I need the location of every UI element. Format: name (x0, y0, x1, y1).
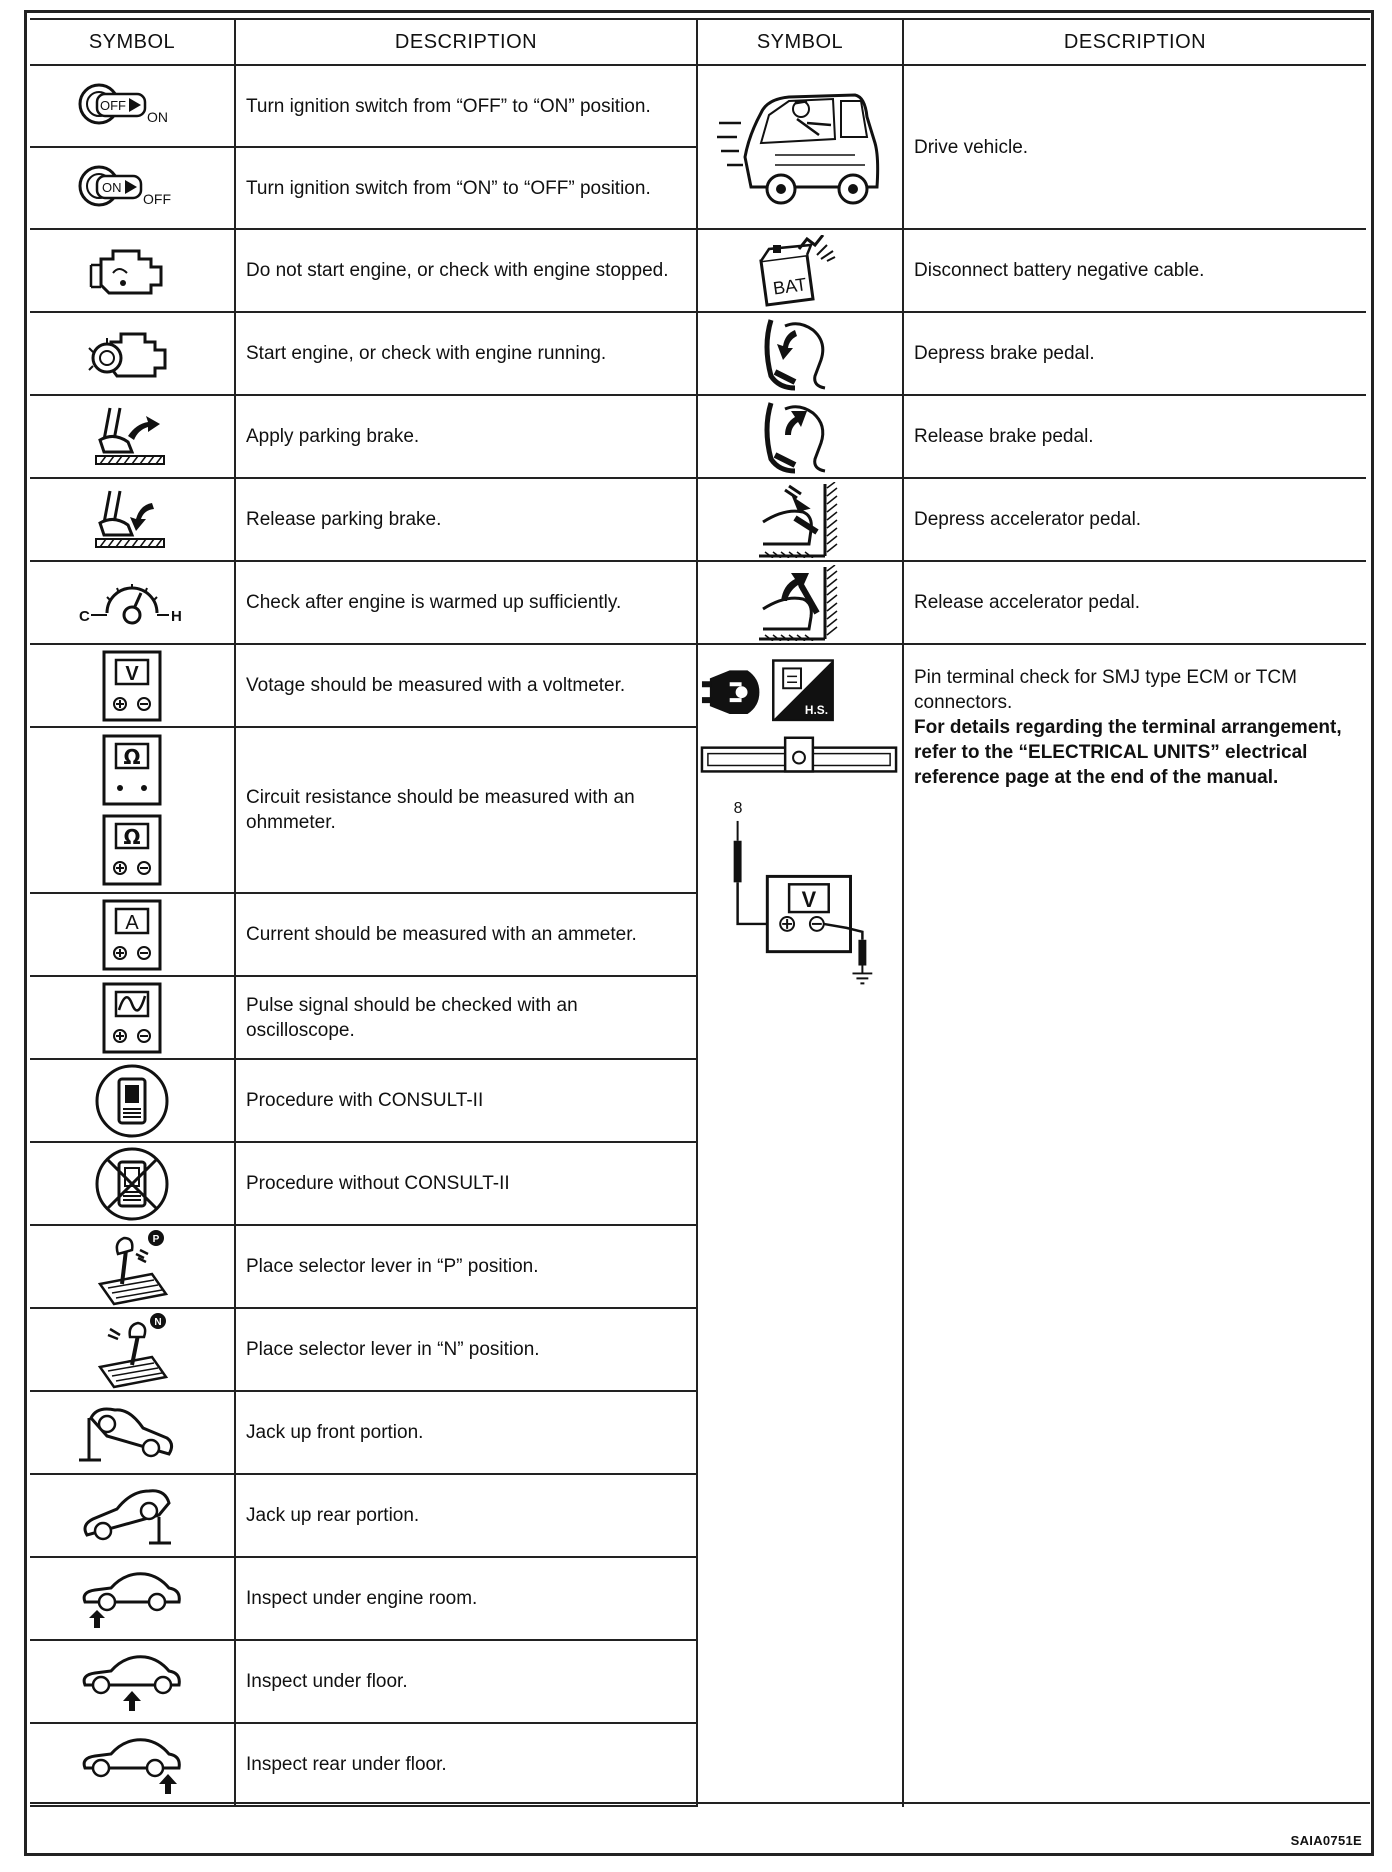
table-row-description: Procedure with CONSULT-II (236, 1060, 698, 1143)
table-row-description: Inspect under engine room. (236, 1558, 698, 1641)
table-row-symbol (698, 479, 904, 562)
header-description-right: DESCRIPTION (904, 20, 1366, 66)
ignition-on-off-icon (77, 156, 187, 220)
table-row-symbol (698, 396, 904, 479)
symbol-table (30, 18, 1370, 1804)
table-row-symbol (30, 645, 236, 728)
table-row-description: Release parking brake. (236, 479, 698, 562)
table-row-symbol (30, 1060, 236, 1143)
table-row-description: Place selector lever in “N” position. (236, 1309, 698, 1392)
pin-terminal-check-note: For details regarding the terminal arrangement, refer to the “ELECTRICAL UNITS” electrical reference page at the end of the manual. (914, 717, 1342, 788)
table-row-description: Start engine, or check with engine running. (236, 313, 698, 396)
table-row-description: Check after engine is warmed up sufficiently. (236, 562, 698, 645)
svg-text:V: V (125, 662, 139, 685)
table-row-description: Turn ignition switch from “OFF” to “ON” position. (236, 66, 698, 148)
svg-text:ON: ON (102, 180, 122, 195)
svg-text:Ω: Ω (123, 745, 141, 769)
oscilloscope-icon (100, 982, 164, 1054)
table-row-description: Release accelerator pedal. (904, 562, 1366, 645)
table-row-symbol (698, 66, 904, 230)
table-row-symbol (30, 230, 236, 313)
table-row-description: Turn ignition switch from “ON” to “OFF” position. (236, 148, 698, 230)
table-row-symbol (30, 1558, 236, 1641)
table-row-description: Inspect under floor. (236, 1641, 698, 1724)
inspect-floor-icon (77, 1649, 187, 1715)
table-row-description: Disconnect battery negative cable. (904, 230, 1366, 313)
svg-text:H.S.: H.S. (804, 702, 829, 717)
engine-stopped-icon (87, 239, 177, 303)
table-row-description: Depress brake pedal. (904, 313, 1366, 396)
table-row-description: Circuit resistance should be measured with an ohmmeter. (236, 728, 698, 894)
table-row-symbol (30, 1143, 236, 1226)
table-row-description: Depress accelerator pedal. (904, 479, 1366, 562)
figure-code: SAIA0751E (1290, 1833, 1362, 1848)
table-row-symbol (698, 230, 904, 313)
table-row-description: Jack up rear portion. (236, 1475, 698, 1558)
table-row-symbol (30, 396, 236, 479)
no-consult-ii-icon (92, 1146, 172, 1222)
table-row-symbol (30, 1392, 236, 1475)
svg-text:V: V (801, 887, 817, 913)
svg-text:C: C (79, 607, 90, 625)
ignition-off-on-icon (77, 74, 187, 138)
table-row-description: Pulse signal should be checked with an oscilloscope. (236, 977, 698, 1060)
header-symbol-right: SYMBOL (698, 20, 904, 66)
drive-vehicle-icon (715, 77, 885, 217)
ohmmeter-icon (100, 734, 164, 806)
svg-text:P: P (152, 1233, 160, 1245)
engine-running-icon (87, 322, 177, 386)
apply-parking-brake-icon (92, 402, 172, 472)
temperature-gauge-icon (77, 573, 187, 633)
table-row-description: Current should be measured with an ammeter. (236, 894, 698, 977)
table-row-symbol (30, 728, 236, 894)
release-accelerator-icon (755, 565, 845, 641)
table-row-description: Drive vehicle. (904, 66, 1366, 230)
table-row-description: Apply parking brake. (236, 396, 698, 479)
voltmeter-icon (100, 650, 164, 722)
table-row-symbol (30, 1309, 236, 1392)
table-row-symbol (698, 645, 904, 1807)
release-parking-brake-icon (92, 485, 172, 555)
table-row-symbol (698, 562, 904, 645)
svg-text:OFF: OFF (100, 98, 126, 113)
svg-text:H: H (171, 607, 182, 625)
svg-text:A: A (125, 911, 139, 934)
jack-up-front-icon (77, 1398, 187, 1468)
selector-lever-p-icon (92, 1228, 172, 1306)
table-row-description: Do not start engine, or check with engine stopped. (236, 230, 698, 313)
table-row-symbol (30, 977, 236, 1060)
table-row-symbol (30, 562, 236, 645)
table-row-symbol (30, 66, 236, 148)
table-row-symbol (30, 1724, 236, 1807)
ammeter-icon (100, 899, 164, 971)
depress-brake-pedal-icon (755, 316, 845, 392)
header-description-left: DESCRIPTION (236, 20, 698, 66)
svg-text:OFF: OFF (143, 191, 171, 207)
table-row-symbol (30, 1641, 236, 1724)
battery-disconnect-icon (755, 235, 845, 307)
consult-ii-icon (92, 1063, 172, 1139)
table-row-description: Place selector lever in “P” position. (236, 1226, 698, 1309)
inspect-engine-room-icon (77, 1566, 187, 1632)
pin-terminal-check-icon (698, 645, 902, 985)
release-brake-pedal-icon (755, 399, 845, 475)
jack-up-rear-icon (77, 1481, 187, 1551)
inspect-rear-floor-icon (77, 1732, 187, 1798)
svg-text:N: N (154, 1316, 162, 1328)
table-row-description: Votage should be measured with a voltmeter. (236, 645, 698, 728)
header-symbol-left: SYMBOL (30, 20, 236, 66)
svg-text:8: 8 (733, 800, 743, 818)
table-row-symbol (30, 1226, 236, 1309)
svg-text:BAT: BAT (771, 273, 808, 299)
table-row-symbol (698, 313, 904, 396)
table-row-symbol (30, 1475, 236, 1558)
ohmmeter-polarity-icon (100, 814, 164, 886)
svg-text:Ω: Ω (123, 825, 141, 849)
table-row-symbol (30, 479, 236, 562)
table-row-description: Release brake pedal. (904, 396, 1366, 479)
table-row-symbol (30, 313, 236, 396)
pin-terminal-check-text: Pin terminal check for SMJ type ECM or TCM connectors. (914, 667, 1297, 713)
svg-text:ON: ON (147, 109, 168, 125)
depress-accelerator-icon (755, 482, 845, 558)
table-row-description (904, 645, 1366, 1807)
table-row-description: Inspect rear under floor. (236, 1724, 698, 1807)
table-row-symbol (30, 148, 236, 230)
table-row-symbol (30, 894, 236, 977)
table-row-description: Jack up front portion. (236, 1392, 698, 1475)
selector-lever-n-icon (92, 1311, 172, 1389)
table-row-description: Procedure without CONSULT-II (236, 1143, 698, 1226)
